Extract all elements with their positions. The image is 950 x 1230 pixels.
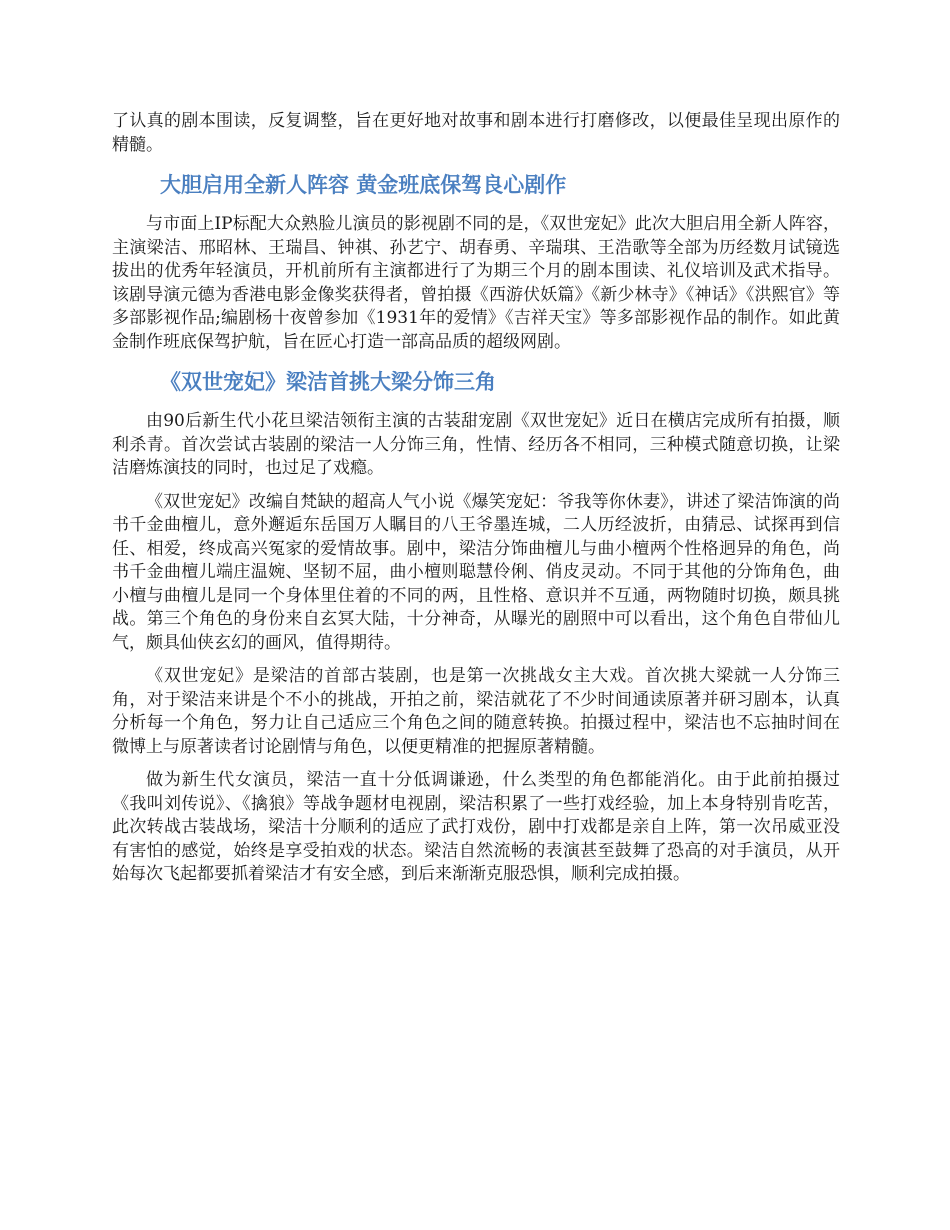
paragraph-action: 做为新生代女演员，梁洁一直十分低调谦逊，什么类型的角色都能消化。由于此前拍摄过《我叫刘传说》、《擒狼》等战争题材电视剧，梁洁积累了一些打戏经验，加上本身特别肯吃苦，此次转战古装战场，梁洁十分顺利的适应了武打戏份，剧中打戏都是亲自上阵，第一次吊威亚没有害怕的感觉，始终是享受拍戏的状态。梁洁自然流畅的表演甚至鼓舞了恐高的对手演员，从开始每次飞起都要抓着梁洁才有安全感，到后来渐渐克服恐惧，顺利完成拍摄。: [112, 770, 840, 884]
section-heading-lead: 《双世宠妃》梁洁首挑大梁分饰三角: [160, 370, 496, 394]
paragraph-story: 《双世宠妃》改编自梵缺的超高人气小说《爆笑宠妃：爷我等你休妻》，讲述了梁洁饰演的尚书千金曲檀儿，意外邂逅东岳国万人瞩目的八王爷墨连城，二人历经波折，由猜忌、试探再到信任、相爱，终成高兴冤家的爱情故事。剧中，梁洁分饰曲檀儿与曲小檀两个性格迥异的角色，尚书千金曲檀儿端庄温婉、坚韧不屈，曲小檀则聪慧伶俐、俏皮灵动。不同于其他的分饰角色，曲小檀与曲檀儿是同一个身体里住着的不同的两，且性格、意识并不互通，两物随时切换，颇具挑战。第三个角色的身份来自玄冥大陆，十分神奇，从曝光的剧照中可以看出，这个角色自带仙儿气，颇具仙侠玄幻的画风，值得期待。: [112, 491, 840, 653]
section-heading-cast: 大胆启用全新人阵容 黄金班底保驾良心剧作: [160, 173, 567, 197]
intro-paragraph-tail: 了认真的剧本围读，反复调整，旨在更好地对故事和剧本进行打磨修改，以便最佳呈现出原作的精髓。: [112, 111, 840, 155]
paragraph-cast: 与市面上IP标配大众熟脸儿演员的影视剧不同的是，《双世宠妃》此次大胆启用全新人阵容，主演梁洁、邢昭林、王瑞昌、钟祺、孙艺宁、胡春勇、辛瑞琪、王浩歌等全部为历经数月试镜选拔出的优秀年轻演员，开机前所有主演都进行了为期三个月的剧本围读、礼仪培训及武术指导。该剧导演元德为香港电影金像奖获得者，曾拍摄《西游伏妖篇》《新少林寺》《神话》《洪熙官》等多部影视作品;编剧杨十夜曾参加《1931年的爱情》《吉祥天宝》等多部影视作品的制作。如此黄金制作班底保驾护航，旨在匠心打造一部高品质的超级网剧。: [112, 214, 840, 352]
article-body: [112, 110, 840, 897]
paragraph-first-lead: 《双世宠妃》是梁洁的首部古装剧，也是第一次挑战女主大戏。首次挑大梁就一人分饰三角，对于梁洁来讲是个不小的挑战，开拍之前，梁洁就花了不少时间通读原著并研习剧本，认真分析每一个角色，努力让自己适应三个角色之间的随意转换。拍摄过程中，梁洁也不忘抽时间在微博上与原著读者讨论剧情与角色，以便更精准的把握原著精髓。: [112, 666, 840, 757]
paragraph-wrap: 由90后新生代小花旦梁洁领衔主演的古装甜宠剧《双世宠妃》近日在横店完成所有拍摄，顺利杀青。首次尝试古装剧的梁洁一人分饰三角，性情、经历各不相同，三种模式随意切换，让梁洁磨炼演技的同时，也过足了戏瘾。: [112, 411, 840, 478]
